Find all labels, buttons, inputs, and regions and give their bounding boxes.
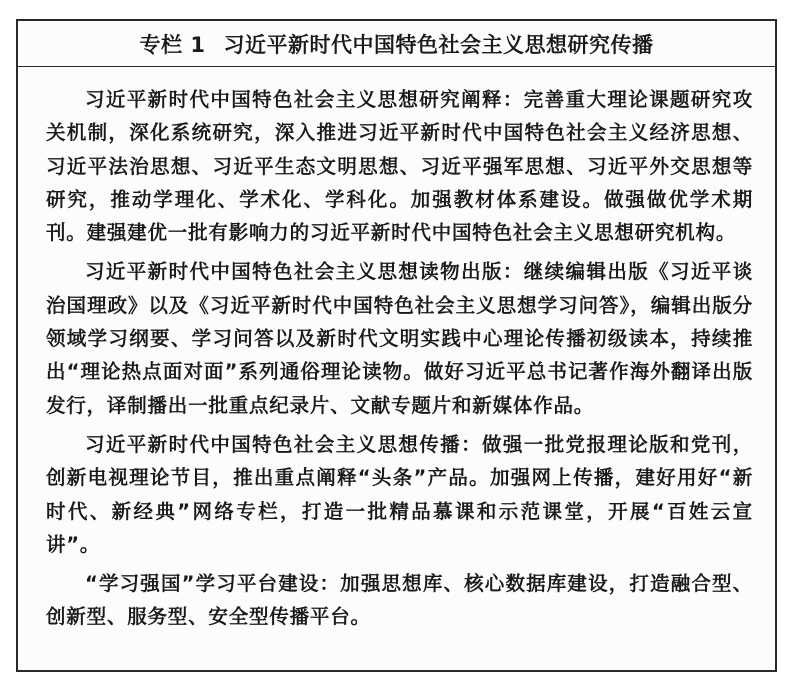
box-header [18, 21, 775, 67]
paragraph-xuexi-platform: “学习强国”学习平台建设：加强思想库、核心数据库建设，打造融合型、创新型、服务型、安全型传播平台。 [46, 572, 753, 629]
box-label: 专栏 1 [139, 32, 206, 57]
paragraph-reading-publication: 习近平新时代中国特色社会主义思想读物出版：继续编辑出版《习近平谈治国理政》以及《习近平新时代中国特色社会主义思想学习问答》，编辑出版分领域学习纲要、学习问答以及新时代文明实践中心理论传播初级读本，持续推出“理论热点面对面”系列通俗理论读物。做好习近平总书记著作海外翻译出版发行，译制播出一批重点纪录片、文献专题片和新媒体作品。 [46, 260, 753, 417]
sidebar-box [16, 19, 777, 672]
box-title: 习近平新时代中国特色社会主义思想研究传播 [223, 32, 654, 57]
box-body [18, 67, 775, 634]
paragraph-dissemination: 习近平新时代中国特色社会主义思想传播：做强一批党报理论版和党刊，创新电视理论节目，推出重点阐释“头条”产品。加强网上传播，建好用好“新时代、新经典”网络专栏，打造一批精品慕课和示范课堂，开展“百姓云宣讲”。 [46, 432, 753, 556]
paragraph-theory-research: 习近平新时代中国特色社会主义思想研究阐释：完善重大理论课题研究攻关机制，深化系统研究，深入推进习近平新时代中国特色社会主义经济思想、习近平法治思想、习近平生态文明思想、习近平强军思想、习近平外交思想等研究，推动学理化、学术化、学科化。加强教材体系建设。做强做优学术期刊。建强建优一批有影响力的习近平新时代中国特色社会主义思想研究机构。 [46, 88, 753, 245]
